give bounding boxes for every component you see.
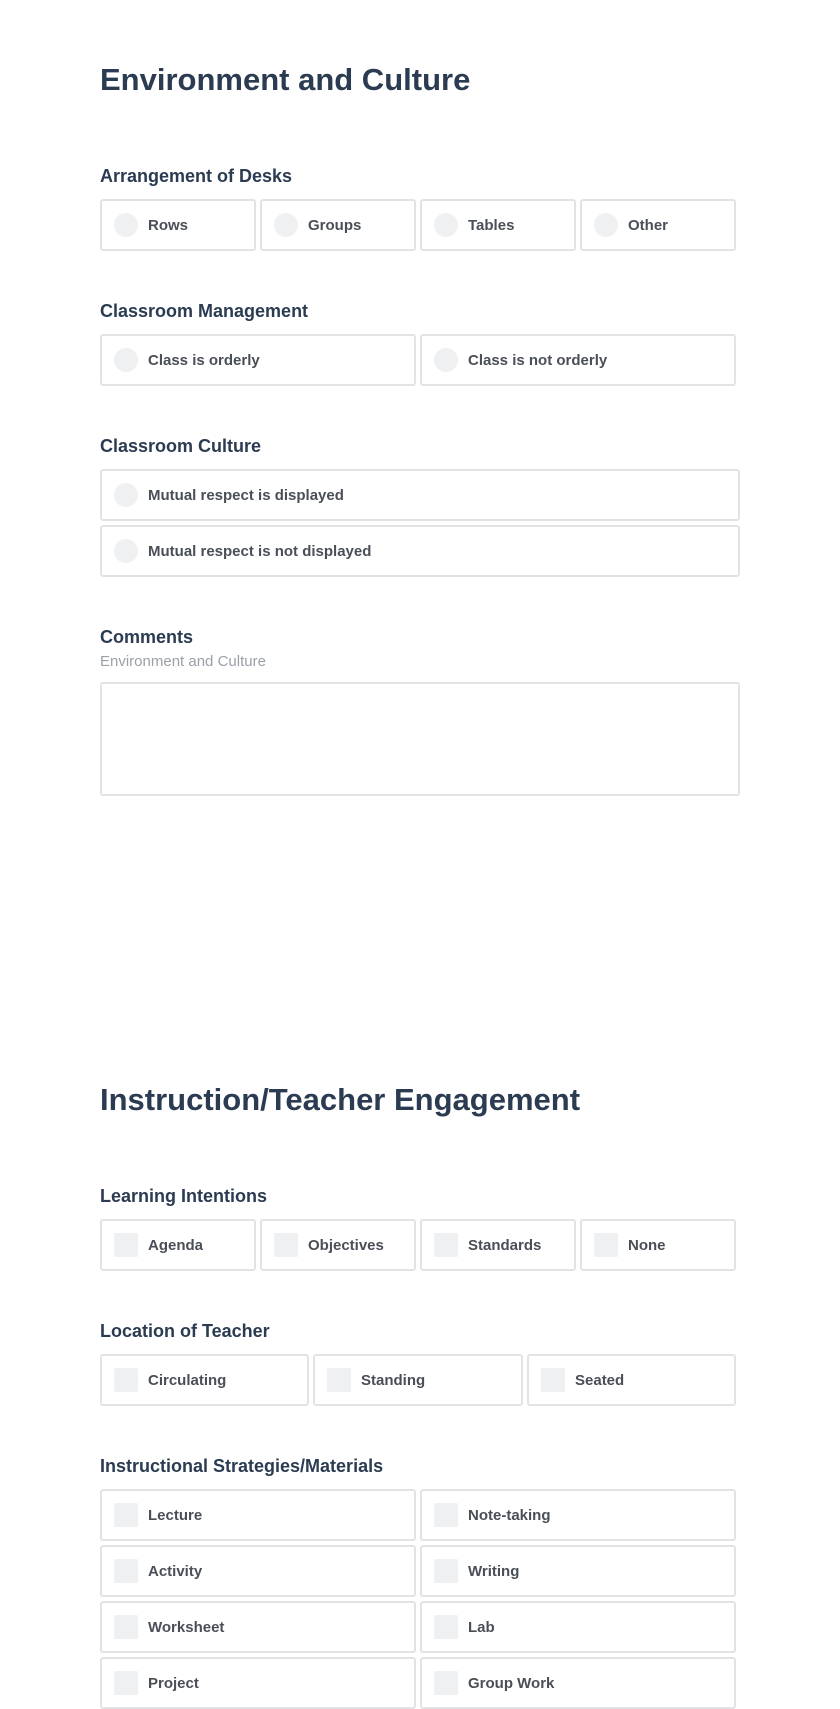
radio-icon [114,213,138,237]
strategies-option-note-taking[interactable] [420,1489,736,1541]
option-label: Activity [148,1562,203,1580]
option-label: Project [148,1674,199,1692]
option-label: Circulating [148,1371,227,1389]
intentions-option-standards[interactable] [420,1219,576,1271]
location-option-seated[interactable] [527,1354,736,1406]
checkbox-icon [114,1671,138,1695]
checkbox-icon [274,1233,298,1257]
comments-label: Comments [100,627,194,647]
radio-icon [434,348,458,372]
checkbox-icon [594,1233,618,1257]
strategies-option-lab[interactable] [420,1601,736,1653]
checkbox-icon [434,1559,458,1583]
checkbox-icon [434,1671,458,1695]
option-label: Tables [468,216,515,234]
checkbox-icon [114,1233,138,1257]
option-label: Seated [575,1371,625,1389]
intentions-label: Learning Intentions [100,1186,268,1206]
section-title-instruction: Instruction/Teacher Engagement [100,1082,581,1117]
checkbox-icon [434,1503,458,1527]
option-label: Writing [468,1562,520,1580]
radio-icon [114,483,138,507]
desks-option-tables[interactable] [420,199,576,251]
strategies-label: Instructional Strategies/Materials [100,1456,384,1476]
culture-label: Classroom Culture [100,436,262,456]
culture-option-respect-displayed[interactable] [100,469,740,521]
checkbox-icon [434,1615,458,1639]
checkbox-icon [114,1368,138,1392]
location-label: Location of Teacher [100,1321,270,1341]
checkbox-icon [541,1368,565,1392]
intentions-option-none[interactable] [580,1219,736,1271]
management-option-not-orderly[interactable] [420,334,736,386]
section-title-environment: Environment and Culture [100,62,471,97]
option-label: Lab [468,1618,495,1636]
checkbox-icon [114,1503,138,1527]
checkbox-icon [434,1233,458,1257]
strategies-option-group-work[interactable] [420,1657,736,1709]
radio-icon [594,213,618,237]
option-label: Worksheet [148,1618,225,1636]
desks-option-rows[interactable] [100,199,256,251]
radio-icon [114,348,138,372]
strategies-option-worksheet[interactable] [100,1601,416,1653]
location-option-circulating[interactable] [100,1354,309,1406]
checkbox-icon [114,1615,138,1639]
option-label: Class is orderly [148,351,260,369]
option-label: Agenda [148,1236,204,1254]
strategies-option-writing[interactable] [420,1545,736,1597]
option-label: Standing [361,1371,426,1389]
radio-icon [114,539,138,563]
comments-sublabel: Environment and Culture [100,653,266,670]
strategies-option-lecture[interactable] [100,1489,416,1541]
option-label: None [628,1236,666,1254]
checkbox-icon [327,1368,351,1392]
radio-icon [434,213,458,237]
option-label: Lecture [148,1506,203,1524]
strategies-option-activity[interactable] [100,1545,416,1597]
option-label: Note-taking [468,1506,551,1524]
option-label: Groups [308,216,362,234]
intentions-option-agenda[interactable] [100,1219,256,1271]
comments-textarea[interactable] [100,682,740,796]
option-label: Class is not orderly [468,351,608,369]
strategies-option-project[interactable] [100,1657,416,1709]
option-label: Objectives [308,1236,384,1254]
option-label: Other [628,216,669,234]
checkbox-icon [114,1559,138,1583]
option-label: Rows [148,216,189,234]
culture-option-respect-not-displayed[interactable] [100,525,740,577]
desks-label: Arrangement of Desks [100,166,293,186]
location-option-standing[interactable] [313,1354,523,1406]
radio-icon [274,213,298,237]
option-label: Mutual respect is displayed [148,486,344,504]
desks-option-groups[interactable] [260,199,416,251]
option-label: Group Work [468,1674,555,1692]
intentions-option-objectives[interactable] [260,1219,416,1271]
option-label: Mutual respect is not displayed [148,542,372,560]
management-option-orderly[interactable] [100,334,416,386]
option-label: Standards [468,1236,542,1254]
desks-option-other[interactable] [580,199,736,251]
management-label: Classroom Management [100,301,309,321]
